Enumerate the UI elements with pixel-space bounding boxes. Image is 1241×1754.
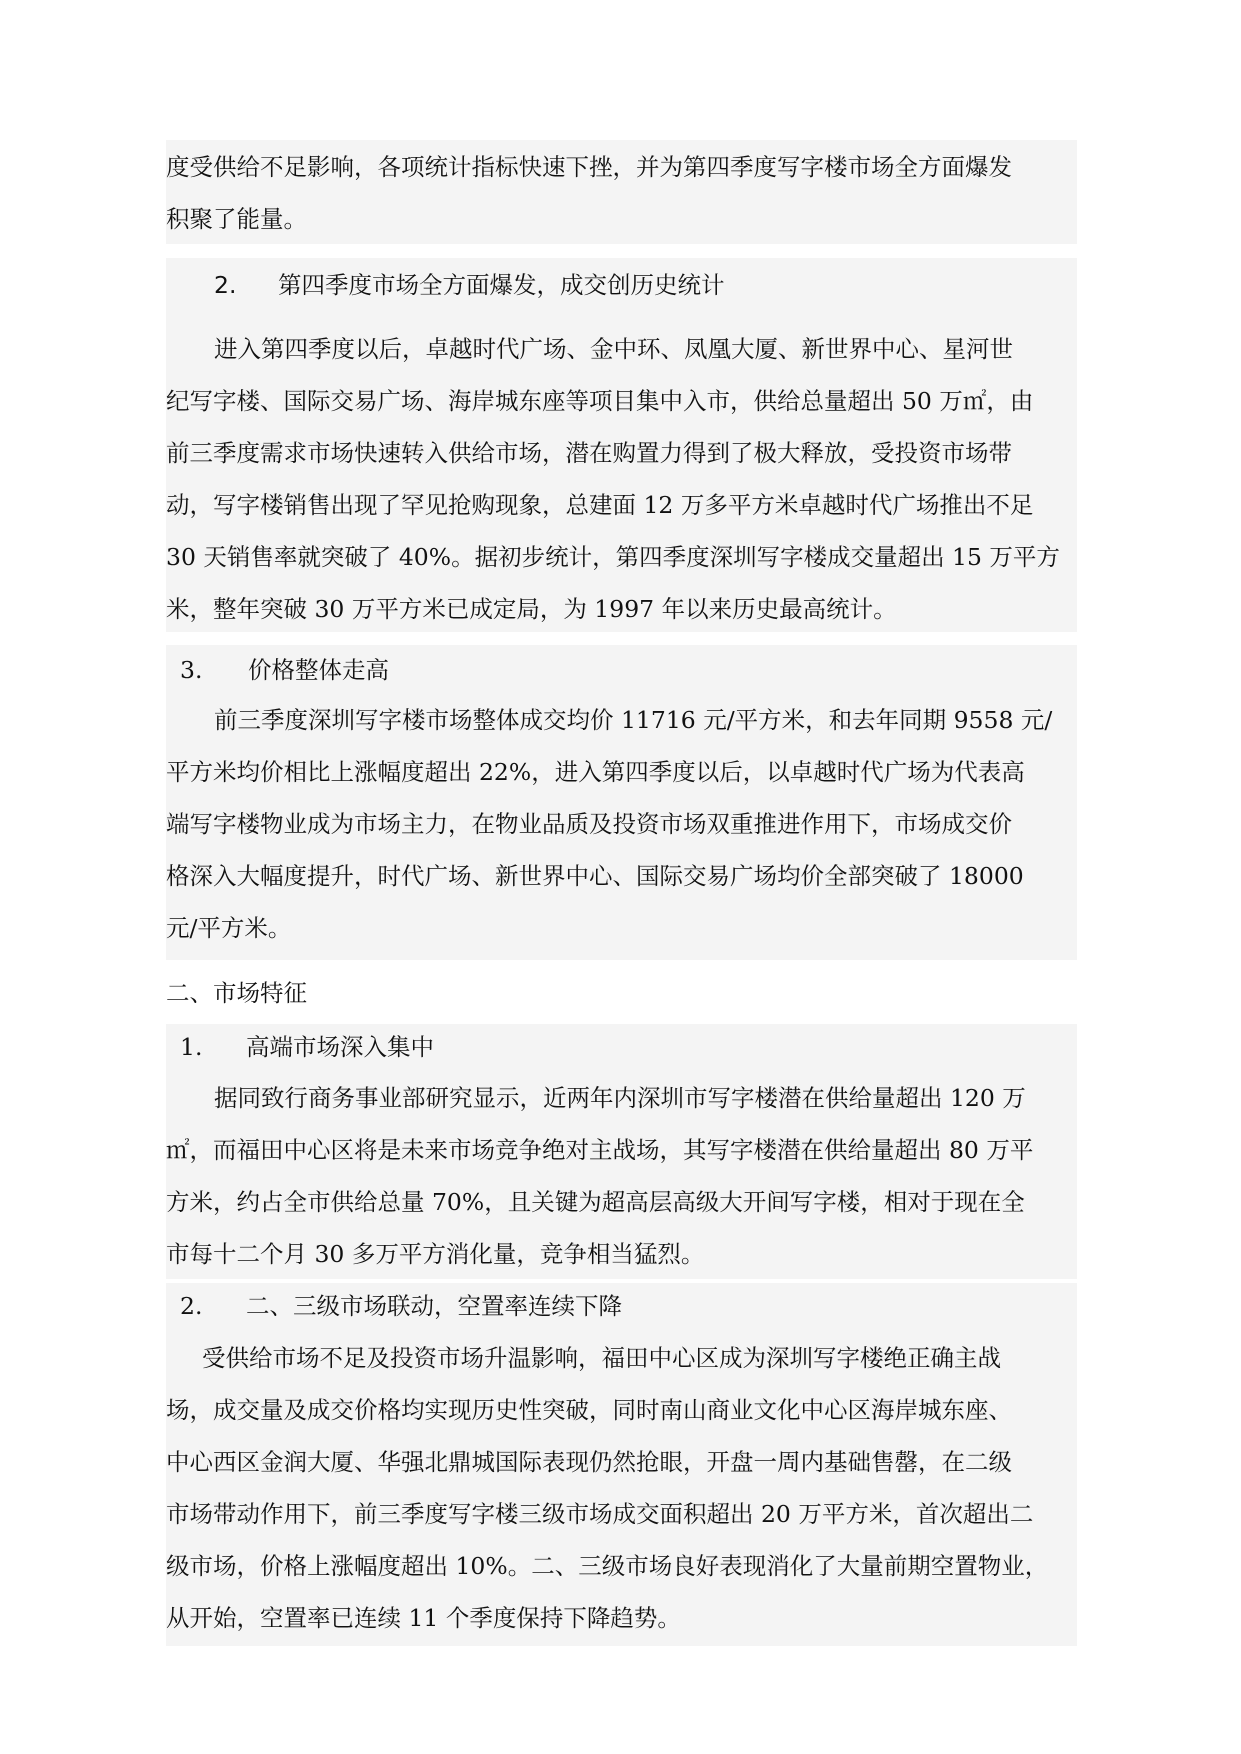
heading-number: 1. <box>180 1033 203 1061</box>
text-line: 平方米均价相比上涨幅度超出 22%，进入第四季度以后，以卓越时代广场为代表高 <box>166 758 1025 786</box>
text-line: 市场带动作用下，前三季度写字楼三级市场成交面积超出 20 万平方米，首次超出二 <box>166 1500 1034 1528</box>
text-line: 米，整年突破 30 万平方米已成定局，为 1997 年以来历史最高统计。 <box>166 595 897 623</box>
text-line: 前三季度需求市场快速转入供给市场，潜在购置力得到了极大释放，受投资市场带 <box>166 439 1012 467</box>
text-line: 纪写字楼、国际交易广场、海岸城东座等项目集中入市，供给总量超出 50 万㎡，由 <box>166 387 1034 415</box>
text-line: ㎡，而福田中心区将是未来市场竞争绝对主战场，其写字楼潜在供给量超出 80 万平 <box>166 1136 1034 1164</box>
text-line: 进入第四季度以后，卓越时代广场、金中环、凤凰大厦、新世界中心、星河世 <box>214 335 1013 363</box>
text-line: 动，写字楼销售出现了罕见抢购现象，总建面 12 万多平方米卓越时代广场推出不足 <box>166 491 1034 519</box>
section-high-end-market <box>166 1024 1077 1279</box>
text-line: 格深入大幅度提升，时代广场、新世界中心、国际交易广场均价全部突破了 18000 <box>166 862 1024 890</box>
text-line: 度受供给不足影响，各项统计指标快速下挫，并为第四季度写字楼市场全方面爆发 <box>166 153 1012 181</box>
text-line: 30 天销售率就突破了 40%。据初步统计，第四季度深圳写字楼成交量超出 15 万平方 <box>166 543 1060 571</box>
text-line: 级市场，价格上涨幅度超出 10%。二、三级市场良好表现消化了大量前期空置物业， <box>166 1552 1049 1580</box>
heading-number: 2. <box>180 1292 203 1320</box>
paragraph-continuation <box>166 140 1077 244</box>
text-line: 据同致行商务事业部研究显示，近两年内深圳市写字楼潜在供给量超出 120 万 <box>214 1084 1026 1112</box>
section-heading: 二、三级市场联动，空置率连续下降 <box>246 1292 622 1320</box>
section-heading: 第四季度市场全方面爆发，成交创历史统计 <box>278 271 725 299</box>
section-heading: 高端市场深入集中 <box>246 1033 434 1061</box>
text-line: 场，成交量及成交价格均实现历史性突破，同时南山商业文化中心区海岸城东座、 <box>166 1396 1012 1424</box>
chapter-heading: 二、市场特征 <box>166 979 307 1007</box>
text-line: 积聚了能量。 <box>166 205 307 233</box>
text-line: 元/平方米。 <box>166 914 292 942</box>
section-q4-market <box>166 258 1077 632</box>
section-price <box>166 645 1077 960</box>
text-line: 受供给市场不足及投资市场升温影响，福田中心区成为深圳写字楼绝正确主战 <box>202 1344 1001 1372</box>
text-line: 前三季度深圳写字楼市场整体成交均价 11716 元/平方米，和去年同期 9558 元/ <box>214 706 1053 734</box>
text-line: 端写字楼物业成为市场主力，在物业品质及投资市场双重推进作用下，市场成交价 <box>166 810 1012 838</box>
heading-number: 3. <box>180 656 203 684</box>
text-line: 中心西区金润大厦、华强北鼎城国际表现仍然抢眼，开盘一周内基础售罄，在二级 <box>166 1448 1012 1476</box>
text-line: 从开始，空置率已连续 11 个季度保持下降趋势。 <box>166 1604 681 1632</box>
section-secondary-market <box>166 1283 1077 1646</box>
heading-number: 2. <box>214 271 237 299</box>
text-line: 市每十二个月 30 多万平方消化量，竞争相当猛烈。 <box>166 1240 705 1268</box>
text-line: 方米，约占全市供给总量 70%，且关键为超高层高级大开间写字楼，相对于现在全 <box>166 1188 1025 1216</box>
section-heading: 价格整体走高 <box>248 656 389 684</box>
